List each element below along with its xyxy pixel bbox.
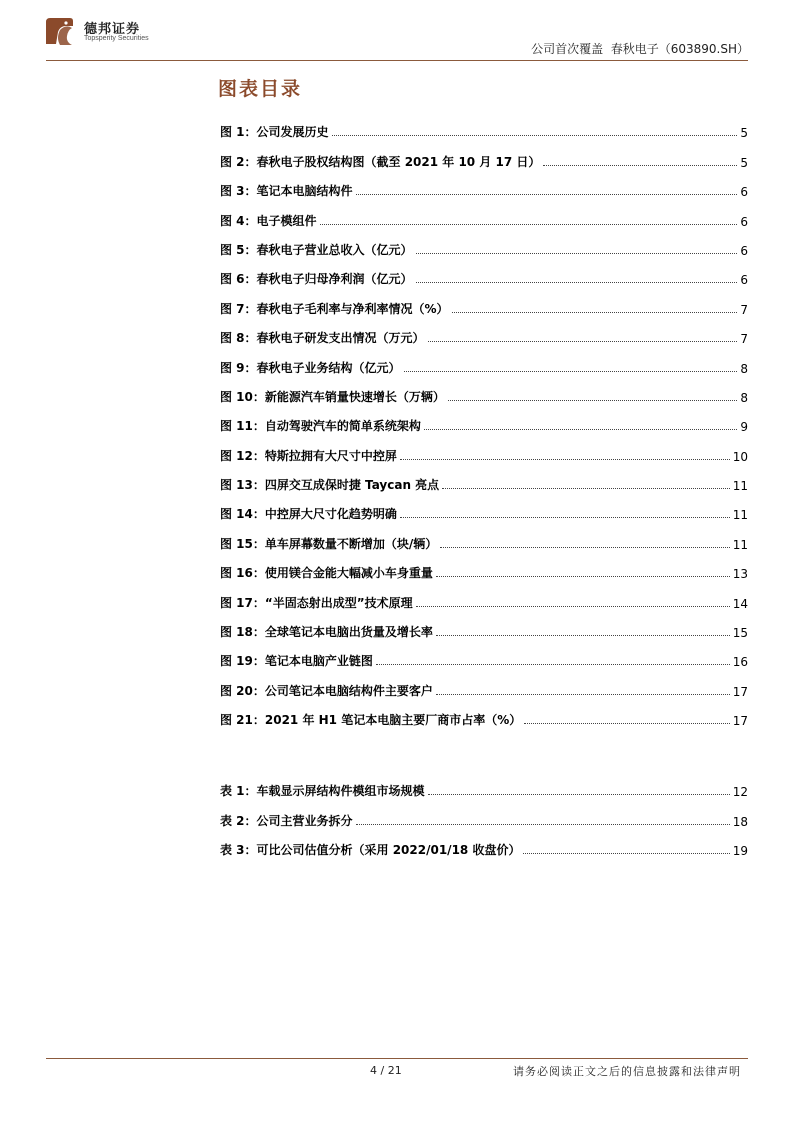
toc-entry[interactable] bbox=[220, 258, 748, 287]
toc-entry-page: 6 bbox=[740, 273, 748, 288]
toc-entry-page: 6 bbox=[740, 185, 748, 200]
toc-entry[interactable] bbox=[220, 581, 748, 610]
toc-entry-label: 图 20：公司笔记本电脑结构件主要客户 bbox=[220, 683, 433, 698]
toc-entry[interactable] bbox=[220, 770, 748, 799]
toc-entry-page: 17 bbox=[732, 684, 748, 699]
toc-entry-label: 图 17：“半固态射出成型”技术原理 bbox=[220, 595, 413, 610]
toc-entry-page: 14 bbox=[732, 596, 748, 611]
toc-entry-label: 表 1：车载显示屏结构件模组市场规模 bbox=[220, 784, 425, 799]
report-info: 公司首次覆盖 春秋电子（603890.SH） bbox=[531, 42, 749, 56]
toc-entry[interactable] bbox=[220, 346, 748, 375]
toc-entry[interactable] bbox=[220, 493, 748, 522]
dot-leader bbox=[416, 605, 730, 607]
toc-entry-page: 8 bbox=[740, 361, 748, 376]
toc-entry-label: 图 8：春秋电子研发支出情况（万元） bbox=[220, 331, 425, 346]
toc-entry[interactable] bbox=[220, 111, 748, 140]
dot-leader bbox=[416, 252, 738, 254]
toc-entry-page: 5 bbox=[740, 155, 748, 170]
dot-leader bbox=[428, 340, 738, 342]
toc-entry[interactable] bbox=[220, 317, 748, 346]
toc-entry-label: 图 1：公司发展历史 bbox=[220, 125, 329, 140]
dot-leader bbox=[428, 793, 730, 795]
toc-entry[interactable] bbox=[220, 140, 748, 169]
footer-divider bbox=[46, 1058, 748, 1059]
table-list bbox=[220, 770, 748, 858]
toc-entry-page: 13 bbox=[732, 567, 748, 582]
toc-entry[interactable] bbox=[220, 640, 748, 669]
toc-entry[interactable] bbox=[220, 611, 748, 640]
toc-entry[interactable] bbox=[220, 376, 748, 405]
toc-entry[interactable] bbox=[220, 829, 748, 858]
toc-entry-page: 11 bbox=[732, 479, 748, 494]
dot-leader bbox=[448, 399, 737, 401]
toc-entry-page: 17 bbox=[732, 714, 748, 729]
dot-leader bbox=[523, 852, 729, 854]
dot-leader bbox=[436, 575, 730, 577]
toc-entry[interactable] bbox=[220, 287, 748, 316]
dot-leader bbox=[400, 516, 730, 518]
toc-entry[interactable] bbox=[220, 552, 748, 581]
toc-entry-label: 图 3：笔记本电脑结构件 bbox=[220, 184, 353, 199]
dot-leader bbox=[356, 193, 738, 195]
toc-entry-page: 10 bbox=[732, 449, 748, 464]
toc-entry-label: 图 2：春秋电子股权结构图（截至 2021 年 10 月 17 日） bbox=[220, 154, 541, 169]
toc-entry-page: 9 bbox=[740, 420, 748, 435]
toc-entry[interactable] bbox=[220, 522, 748, 551]
toc-entry-label: 图 15：单车屏幕数量不断增加（块/辆） bbox=[220, 536, 438, 551]
dot-leader bbox=[356, 823, 730, 825]
toc-entry-page: 11 bbox=[732, 537, 748, 552]
dot-leader bbox=[543, 164, 737, 166]
toc-entry-page: 15 bbox=[732, 626, 748, 641]
toc-entry-page: 6 bbox=[740, 214, 748, 229]
toc-entry[interactable] bbox=[220, 405, 748, 434]
dot-leader bbox=[376, 663, 730, 665]
toc-entry[interactable] bbox=[220, 229, 748, 258]
toc-entry-label: 图 21：2021 年 H1 笔记本电脑主要厂商市占率（%） bbox=[220, 713, 522, 728]
toc-entry-page: 7 bbox=[740, 302, 748, 317]
dot-leader bbox=[436, 634, 730, 636]
figure-list bbox=[220, 111, 748, 728]
dot-leader bbox=[424, 428, 737, 430]
dot-leader bbox=[320, 223, 738, 225]
toc-entry-page: 16 bbox=[732, 655, 748, 670]
toc-entry-label: 图 10：新能源汽车销量快速增长（万辆） bbox=[220, 389, 445, 404]
toc-entry-label: 图 7：春秋电子毛利率与净利率情况（%） bbox=[220, 301, 449, 316]
brand-name-english: Topsperity Securities bbox=[84, 35, 149, 42]
toc-entry-label: 图 19：笔记本电脑产业链图 bbox=[220, 654, 373, 669]
page-header bbox=[0, 0, 793, 66]
toc-entry[interactable] bbox=[220, 799, 748, 828]
dot-leader bbox=[332, 134, 738, 136]
toc-entry[interactable] bbox=[220, 699, 748, 728]
toc-entry-label: 图 18：全球笔记本电脑出货量及增长率 bbox=[220, 625, 433, 640]
dot-leader bbox=[436, 693, 730, 695]
toc-entry-label: 图 16：使用镁合金能大幅减小车身重量 bbox=[220, 566, 433, 581]
toc-entry-label: 表 3：可比公司估值分析（采用 2022/01/18 收盘价） bbox=[220, 843, 521, 858]
toc-entry-page: 11 bbox=[732, 508, 748, 523]
page-number: 4 / 21 bbox=[370, 1064, 402, 1077]
toc-entry-label: 图 4：电子模组件 bbox=[220, 213, 317, 228]
toc-entry[interactable] bbox=[220, 199, 748, 228]
toc-entry-page: 18 bbox=[732, 814, 748, 829]
dot-leader bbox=[452, 311, 738, 313]
toc-entry-page: 19 bbox=[732, 844, 748, 859]
toc-entry-label: 图 12：特斯拉拥有大尺寸中控屏 bbox=[220, 448, 397, 463]
toc-title: 图表目录 bbox=[218, 78, 303, 100]
brand-name: 德邦证券 bbox=[84, 22, 141, 37]
dot-leader bbox=[400, 458, 730, 460]
toc-entry[interactable] bbox=[220, 170, 748, 199]
toc-entry-label: 表 2：公司主营业务拆分 bbox=[220, 813, 353, 828]
toc-entry[interactable] bbox=[220, 434, 748, 463]
header-divider bbox=[46, 60, 748, 61]
toc-entry-page: 8 bbox=[740, 390, 748, 405]
toc-entry-label: 图 5：春秋电子营业总收入（亿元） bbox=[220, 242, 413, 257]
toc-entry[interactable] bbox=[220, 464, 748, 493]
dot-leader bbox=[404, 370, 738, 372]
deppon-logo-icon bbox=[42, 14, 76, 48]
toc-entry-label: 图 9：春秋电子业务结构（亿元） bbox=[220, 360, 401, 375]
toc-entry-page: 5 bbox=[740, 126, 748, 141]
dot-leader bbox=[524, 722, 729, 724]
disclaimer-text: 请务必阅读正文之后的信息披露和法律声明 bbox=[513, 1065, 741, 1078]
toc-entry-label: 图 13：四屏交互成保时捷 Taycan 亮点 bbox=[220, 478, 440, 493]
toc-entry-label: 图 11：自动驾驶汽车的简单系统架构 bbox=[220, 419, 421, 434]
dot-leader bbox=[416, 281, 738, 283]
toc-entry[interactable] bbox=[220, 669, 748, 698]
toc-entry-page: 7 bbox=[740, 332, 748, 347]
toc-entry-page: 6 bbox=[740, 243, 748, 258]
dot-leader bbox=[440, 546, 729, 548]
dot-leader bbox=[442, 487, 730, 489]
toc-entry-label: 图 14：中控屏大尺寸化趋势明确 bbox=[220, 507, 397, 522]
toc-entry-label: 图 6：春秋电子归母净利润（亿元） bbox=[220, 272, 413, 287]
toc-entry-page: 12 bbox=[732, 785, 748, 800]
